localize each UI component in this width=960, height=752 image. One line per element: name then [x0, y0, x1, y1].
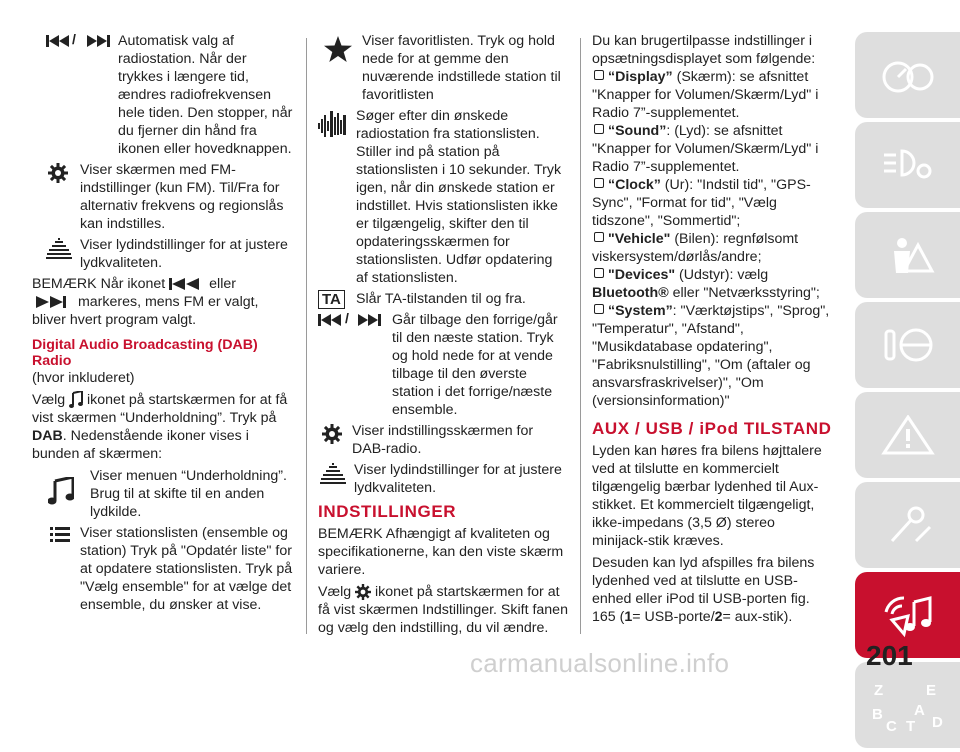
- tab-driving[interactable]: [855, 302, 960, 388]
- star-item: [318, 32, 568, 104]
- checkbox-icon: [594, 268, 604, 278]
- gear-icon: [48, 163, 68, 188]
- tab-maintenance[interactable]: [855, 482, 960, 568]
- music-item: [32, 467, 294, 521]
- tab-index[interactable]: [855, 662, 960, 748]
- dab-settings-item: [318, 422, 568, 458]
- scan-description: Søger efter din ønskede radiostation fra stationslisten. Stiller ind på station på stationslisten i 10 sekunder. Tryk igen, når din ønskede station er indstillet. Hvis stationslisten ikke er tilgængelig, skifter den til opdateringsskærmen for stationslisten. Udfør opdatering af stationslisten.: [356, 108, 562, 286]
- light-icon: [880, 145, 936, 185]
- checkbox-icon: [594, 232, 604, 242]
- settings-description: Viser skærmen med FM-indstillinger (kun FM). Til/Fra for alternativ frekvens og regionslås kan indstilles.: [80, 162, 284, 232]
- scan-icon: [318, 111, 346, 142]
- dab-sound-item: [318, 461, 568, 497]
- list-item: [32, 524, 294, 614]
- dab-settings-description: Viser indstillingsskærmen for DAB-radio.: [352, 423, 534, 457]
- option-devices: "Devices" (Udstyr): vælg Bluetooth® eller "Netværksstyring";: [592, 267, 820, 301]
- svg-text:C: C: [885, 718, 897, 735]
- column-divider: [306, 38, 307, 634]
- sound-description: Viser lydindstillinger for at justere lydkvaliteten.: [80, 237, 288, 271]
- svg-text:A: A: [913, 702, 925, 719]
- svg-text:D: D: [931, 714, 943, 731]
- seek-backward-icon: [169, 277, 205, 291]
- option-vehicle: "Vehicle" (Bilen): regnfølsomt viskersystem/dørlås/andre;: [592, 231, 799, 265]
- multimedia-icon: [878, 592, 938, 638]
- ta-description: Slår TA-tilstanden til og fra.: [356, 291, 526, 307]
- dab-intro: Vælg ikonet på startskærmen for at få vist skærmen “Underholdning”. Tryk på DAB. Nedenstående ikoner vises i bunden af skærmen:: [32, 392, 288, 463]
- dab-sub: (hvor inkluderet): [32, 370, 135, 386]
- music-note-icon: [69, 391, 83, 409]
- option-display: “Display” (Skærm): se afsnittet "Knapper for Volumen/Skærm/Lyd" i Radio 7”-supplementet.: [592, 69, 819, 121]
- seatbelt-icon: [880, 235, 936, 275]
- column-3: [592, 32, 834, 630]
- aux-paragraph-1: Lyden kan høres fra bilens højttalere ved at tilslutte en kommercielt tilgængelig bærbar lydenhed til Aux-stikket. Et kommercielt tilgængeligt, ikke-impedans (3,5 Ø) stereo minijack-stik kræves.: [592, 443, 822, 549]
- aux-paragraph-2: Desuden kan lyd afspilles fra bilens lydenhed ved at tilslutte en USB-enhed eller iPod til USB-porten fig. 165 (1= USB-porte/2= aux-stik).: [592, 555, 815, 625]
- seek-item: [32, 32, 294, 158]
- sound-item: [32, 236, 294, 272]
- column-2: [318, 32, 568, 641]
- seek-dab-item: / Går tilbage den forrige/går til den næste station. Tryk og hold nede for at vende tilbage til den øverste station i det forrige/næste ensemble.: [318, 311, 568, 419]
- list-description: Viser stationslisten (ensemble og station) Tryk på "Opdatér liste" for at opdatere stationslisten. Tryk på "Vælg ensemble" for at vælge det ensemble, du ønsker at vise.: [80, 525, 293, 614]
- ta-icon: TA: [318, 290, 345, 309]
- dashboard-gauge-icon: [880, 55, 936, 95]
- seek-dab-icons: [318, 313, 382, 332]
- seek-icons: [46, 34, 112, 53]
- seek-backward-forward-icon: [46, 34, 112, 48]
- svg-text:T: T: [905, 718, 915, 735]
- tab-warnings[interactable]: [855, 392, 960, 478]
- warning-icon: [880, 415, 936, 455]
- gear-icon: [322, 424, 342, 449]
- settings-heading: INDSTILLINGER: [318, 502, 457, 521]
- settings-intro: Vælg ikonet på startskærmen for at få vist skærmen Indstillinger. Skift fanen og vælg den indstilling, du vil ændre.: [318, 584, 568, 636]
- equalizer-icon: [46, 238, 72, 265]
- page-number: 201: [866, 640, 913, 671]
- checkbox-icon: [594, 304, 604, 314]
- index-letters-icon: [868, 675, 948, 735]
- seek-description: Automatisk valg af radiostation. Når der trykkes i længere tid, ændres radiofrekvensen hele tiden. Den stopper, når du fjerner din hånd fra ikonen eller hovedknappen.: [118, 33, 293, 157]
- gear-icon: [355, 584, 371, 600]
- seek-forward-icon: [32, 295, 74, 309]
- seek-backward-forward-icon: [318, 313, 382, 327]
- svg-text:B: B: [871, 706, 883, 723]
- seek-slash: /: [72, 32, 76, 48]
- wrench-icon: [880, 505, 936, 545]
- tab-lights[interactable]: [855, 122, 960, 208]
- tab-dashboard[interactable]: [855, 32, 960, 118]
- option-sound: “Sound”: (Lyd): se afsnittet "Knapper for Volumen/Skærm/Lyd" i Radio 7”-supplementet.: [592, 123, 819, 175]
- fm-note: BEMÆRK Når ikonet eller markeres, mens FM er valgt, bliver hvert program valgt.: [32, 276, 259, 328]
- svg-text:E: E: [925, 682, 936, 699]
- steering-wheel-icon: [880, 325, 936, 365]
- option-clock: “Clock” (Ur): "Indstil tid", "GPS-Sync", "Format for tid", "Vælg tidszone", "Sommertid";: [592, 177, 811, 229]
- seek-dab-description: Går tilbage den forrige/går til den næste station. Tryk og hold nede for at vende tilbage til den øverste station i det forrige/næste ensemble.: [392, 312, 558, 418]
- column-1: [32, 32, 294, 617]
- list-icon: [50, 526, 70, 547]
- option-system: “System”: "Værktøjstips", "Sprog", "Temperatur", "Afstand", "Musikdatabase opdatering", "Fabriksnulstilling", "Om (aftaler og ansvarsfraskrivelser)", "Om (versionsinformation)": [592, 303, 830, 409]
- aux-heading: AUX / USB / iPod TILSTAND: [592, 419, 832, 438]
- dab-sound-description: Viser lydindstillinger for at justere lydkvaliteten.: [354, 462, 562, 496]
- settings-item: [32, 161, 294, 233]
- tab-safety[interactable]: [855, 212, 960, 298]
- star-icon: [324, 36, 352, 67]
- svg-text:Z: Z: [873, 682, 883, 699]
- setup-intro: Du kan brugertilpasse indstillinger i opsætningsdisplayet som følgende:: [592, 33, 816, 67]
- column-divider: [580, 38, 581, 634]
- dab-heading: Digital Audio Broadcasting (DAB) Radio: [32, 337, 258, 369]
- checkbox-icon: [594, 124, 604, 134]
- settings-note: BEMÆRK Afhængigt af kvaliteten og specifikationerne, kan den viste skærm variere.: [318, 526, 564, 578]
- ta-item: [318, 290, 568, 308]
- checkbox-icon: [594, 178, 604, 188]
- scan-item: [318, 107, 568, 287]
- music-note-icon: [48, 477, 74, 510]
- checkbox-icon: [594, 70, 604, 80]
- star-description: Viser favoritlisten. Tryk og hold nede for at gemme den nuværende indstillede station til favoritlisten: [362, 33, 561, 103]
- equalizer-icon: [320, 463, 346, 490]
- watermark: carmanualsonline.info: [470, 648, 730, 678]
- music-description: Viser menuen “Underholdning”. Brug til at skifte til en anden lydkilde.: [90, 468, 287, 521]
